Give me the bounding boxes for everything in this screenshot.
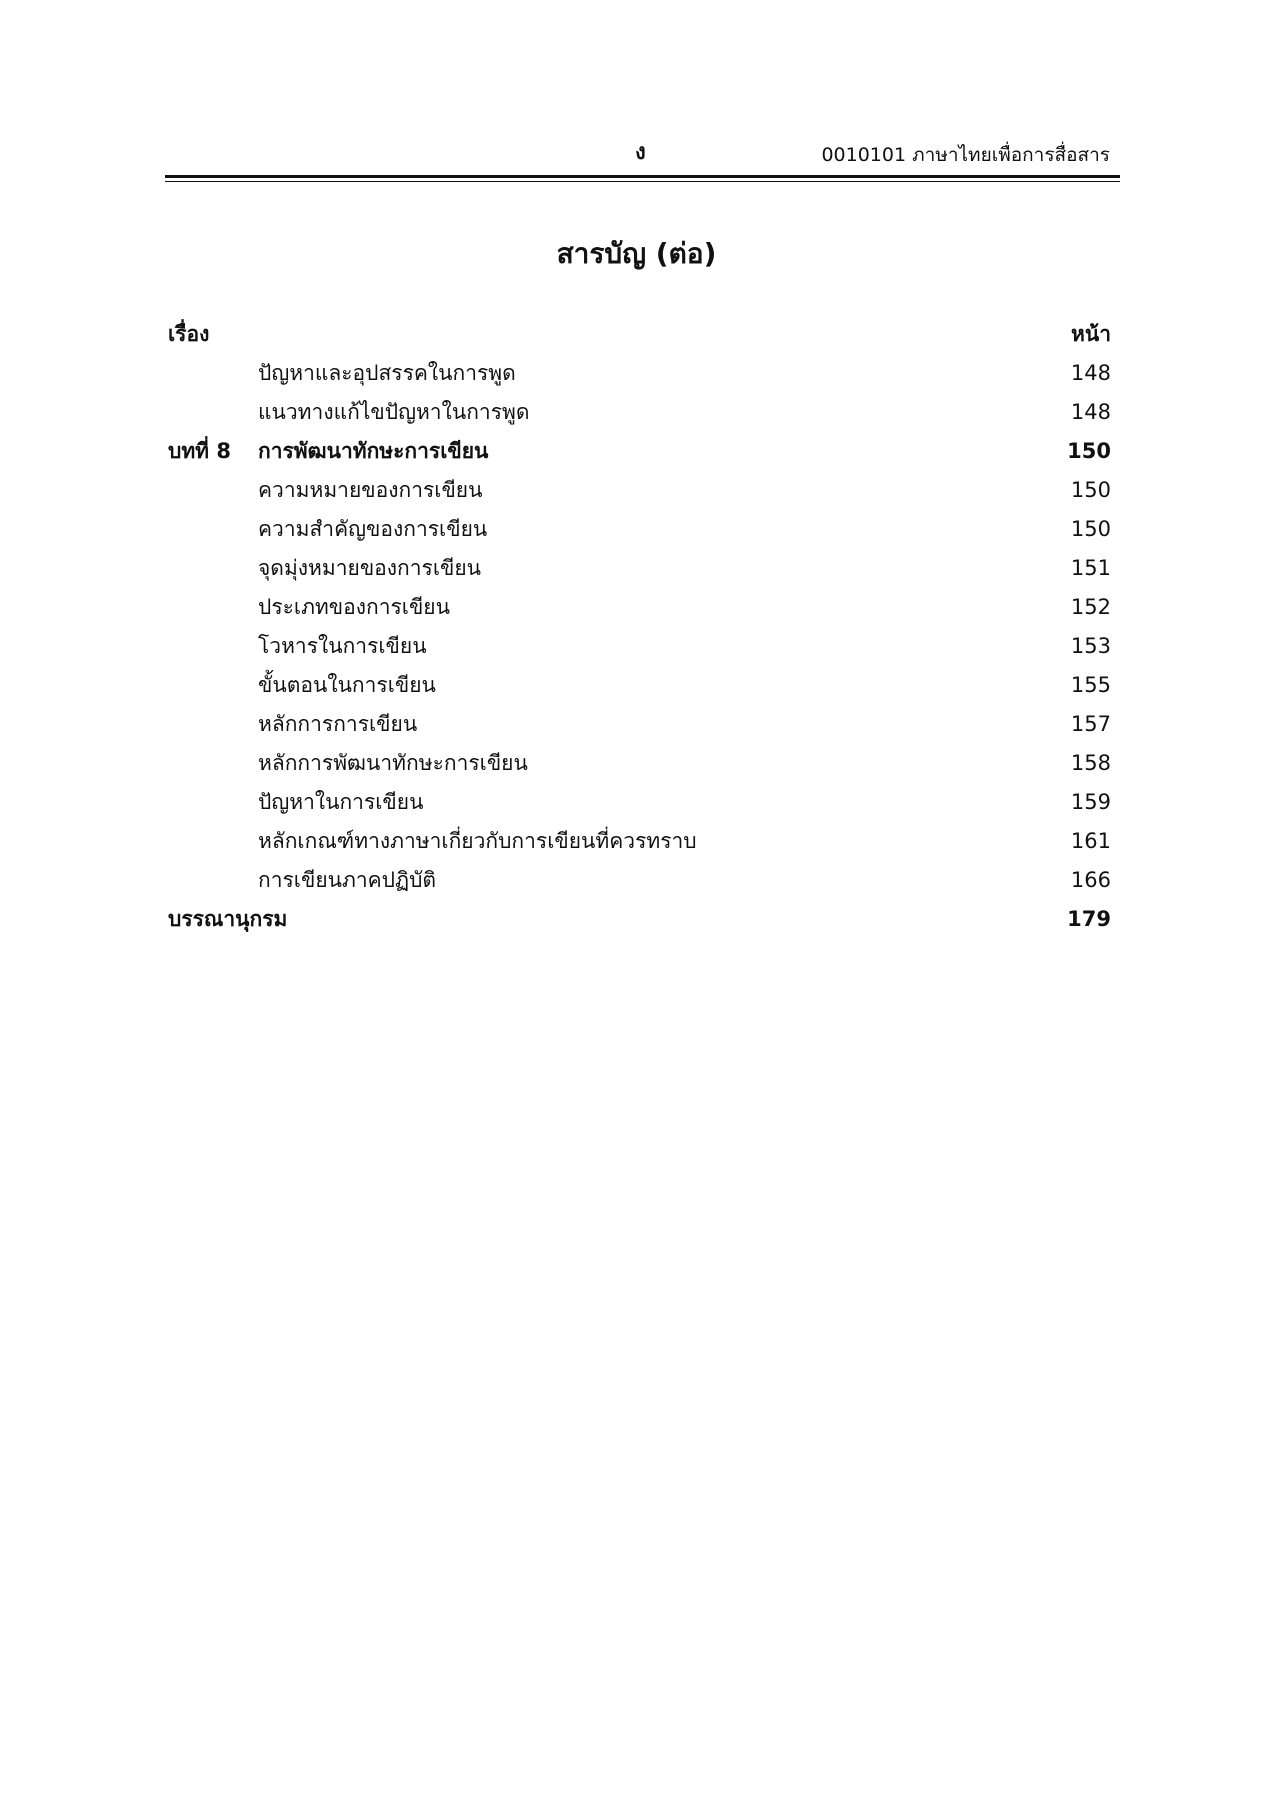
toc-entry-page: 148 [1070, 400, 1111, 424]
toc-entry [168, 705, 1111, 744]
toc-entry-label: ขั้นตอนในการเขียน [258, 673, 436, 697]
toc-entry-label: โวหารในการเขียน [258, 634, 427, 658]
toc-entry-label: หลักการการเขียน [258, 712, 418, 736]
table-of-contents [168, 315, 1111, 939]
toc-entry [168, 822, 1111, 861]
toc-bibliography-entry [168, 900, 1111, 939]
toc-entry-page: 158 [1070, 751, 1111, 775]
page-number-letter: ง [635, 140, 646, 165]
toc-entry-page: 150 [1067, 439, 1111, 463]
toc-entry [168, 393, 1111, 432]
toc-entry-page: 152 [1070, 595, 1111, 619]
toc-entry-label: หลักเกณฑ์ทางภาษาเกี่ยวกับการเขียนที่ควรทราบ [258, 829, 697, 853]
toc-entry-page: 166 [1070, 868, 1111, 892]
toc-entry-label: ปัญหาและอุปสรรคในการพูด [258, 361, 516, 385]
toc-entry-label: ความหมายของการเขียน [258, 478, 483, 502]
toc-entry [168, 354, 1111, 393]
toc-entry-label: บรรณานุกรม [168, 907, 288, 931]
toc-entry-label: ความสำคัญของการเขียน [258, 517, 488, 541]
toc-entry [168, 861, 1111, 900]
toc-chapter-entry [168, 432, 1111, 471]
toc-entry-page: 157 [1070, 712, 1111, 736]
toc-entry-page: 150 [1070, 478, 1111, 502]
toc-entry-page: 155 [1070, 673, 1111, 697]
toc-entry-page: 161 [1070, 829, 1111, 853]
toc-entry-page: 151 [1070, 556, 1111, 580]
toc-chapter-number: บทที่ 8 [168, 439, 231, 463]
toc-entry [168, 588, 1111, 627]
toc-entry-label: จุดมุ่งหมายของการเขียน [258, 556, 482, 580]
toc-entry-label: ปัญหาในการเขียน [258, 790, 424, 814]
toc-title: สารบัญ (ต่อ) [556, 237, 717, 270]
toc-entry [168, 627, 1111, 666]
header-rule-thick [165, 175, 1120, 178]
toc-column-page: หน้า [1071, 322, 1111, 346]
toc-column-topic: เรื่อง [168, 322, 210, 346]
toc-entry [168, 549, 1111, 588]
toc-entry-page: 153 [1070, 634, 1111, 658]
toc-entry-label: หลักการพัฒนาทักษะการเขียน [258, 751, 528, 775]
toc-entry [168, 666, 1111, 705]
toc-entry-label: การเขียนภาคปฏิบัติ [258, 868, 437, 892]
toc-entry-page: 179 [1067, 907, 1111, 931]
toc-entry-page: 150 [1070, 517, 1111, 541]
toc-entry [168, 471, 1111, 510]
toc-entry-page: 148 [1070, 361, 1111, 385]
toc-entry [168, 510, 1111, 549]
toc-entry [168, 744, 1111, 783]
course-title: 0010101 ภาษาไทยเพื่อการสื่อสาร [821, 144, 1110, 166]
toc-entry-label: การพัฒนาทักษะการเขียน [258, 439, 489, 463]
toc-entry [168, 783, 1111, 822]
header-rule-thin [165, 181, 1120, 182]
toc-entry-label: แนวทางแก้ไขปัญหาในการพูด [258, 400, 530, 424]
toc-header-row [168, 315, 1111, 354]
toc-entry-page: 159 [1070, 790, 1111, 814]
toc-entry-label: ประเภทของการเขียน [258, 595, 450, 619]
page-header [165, 130, 1120, 170]
